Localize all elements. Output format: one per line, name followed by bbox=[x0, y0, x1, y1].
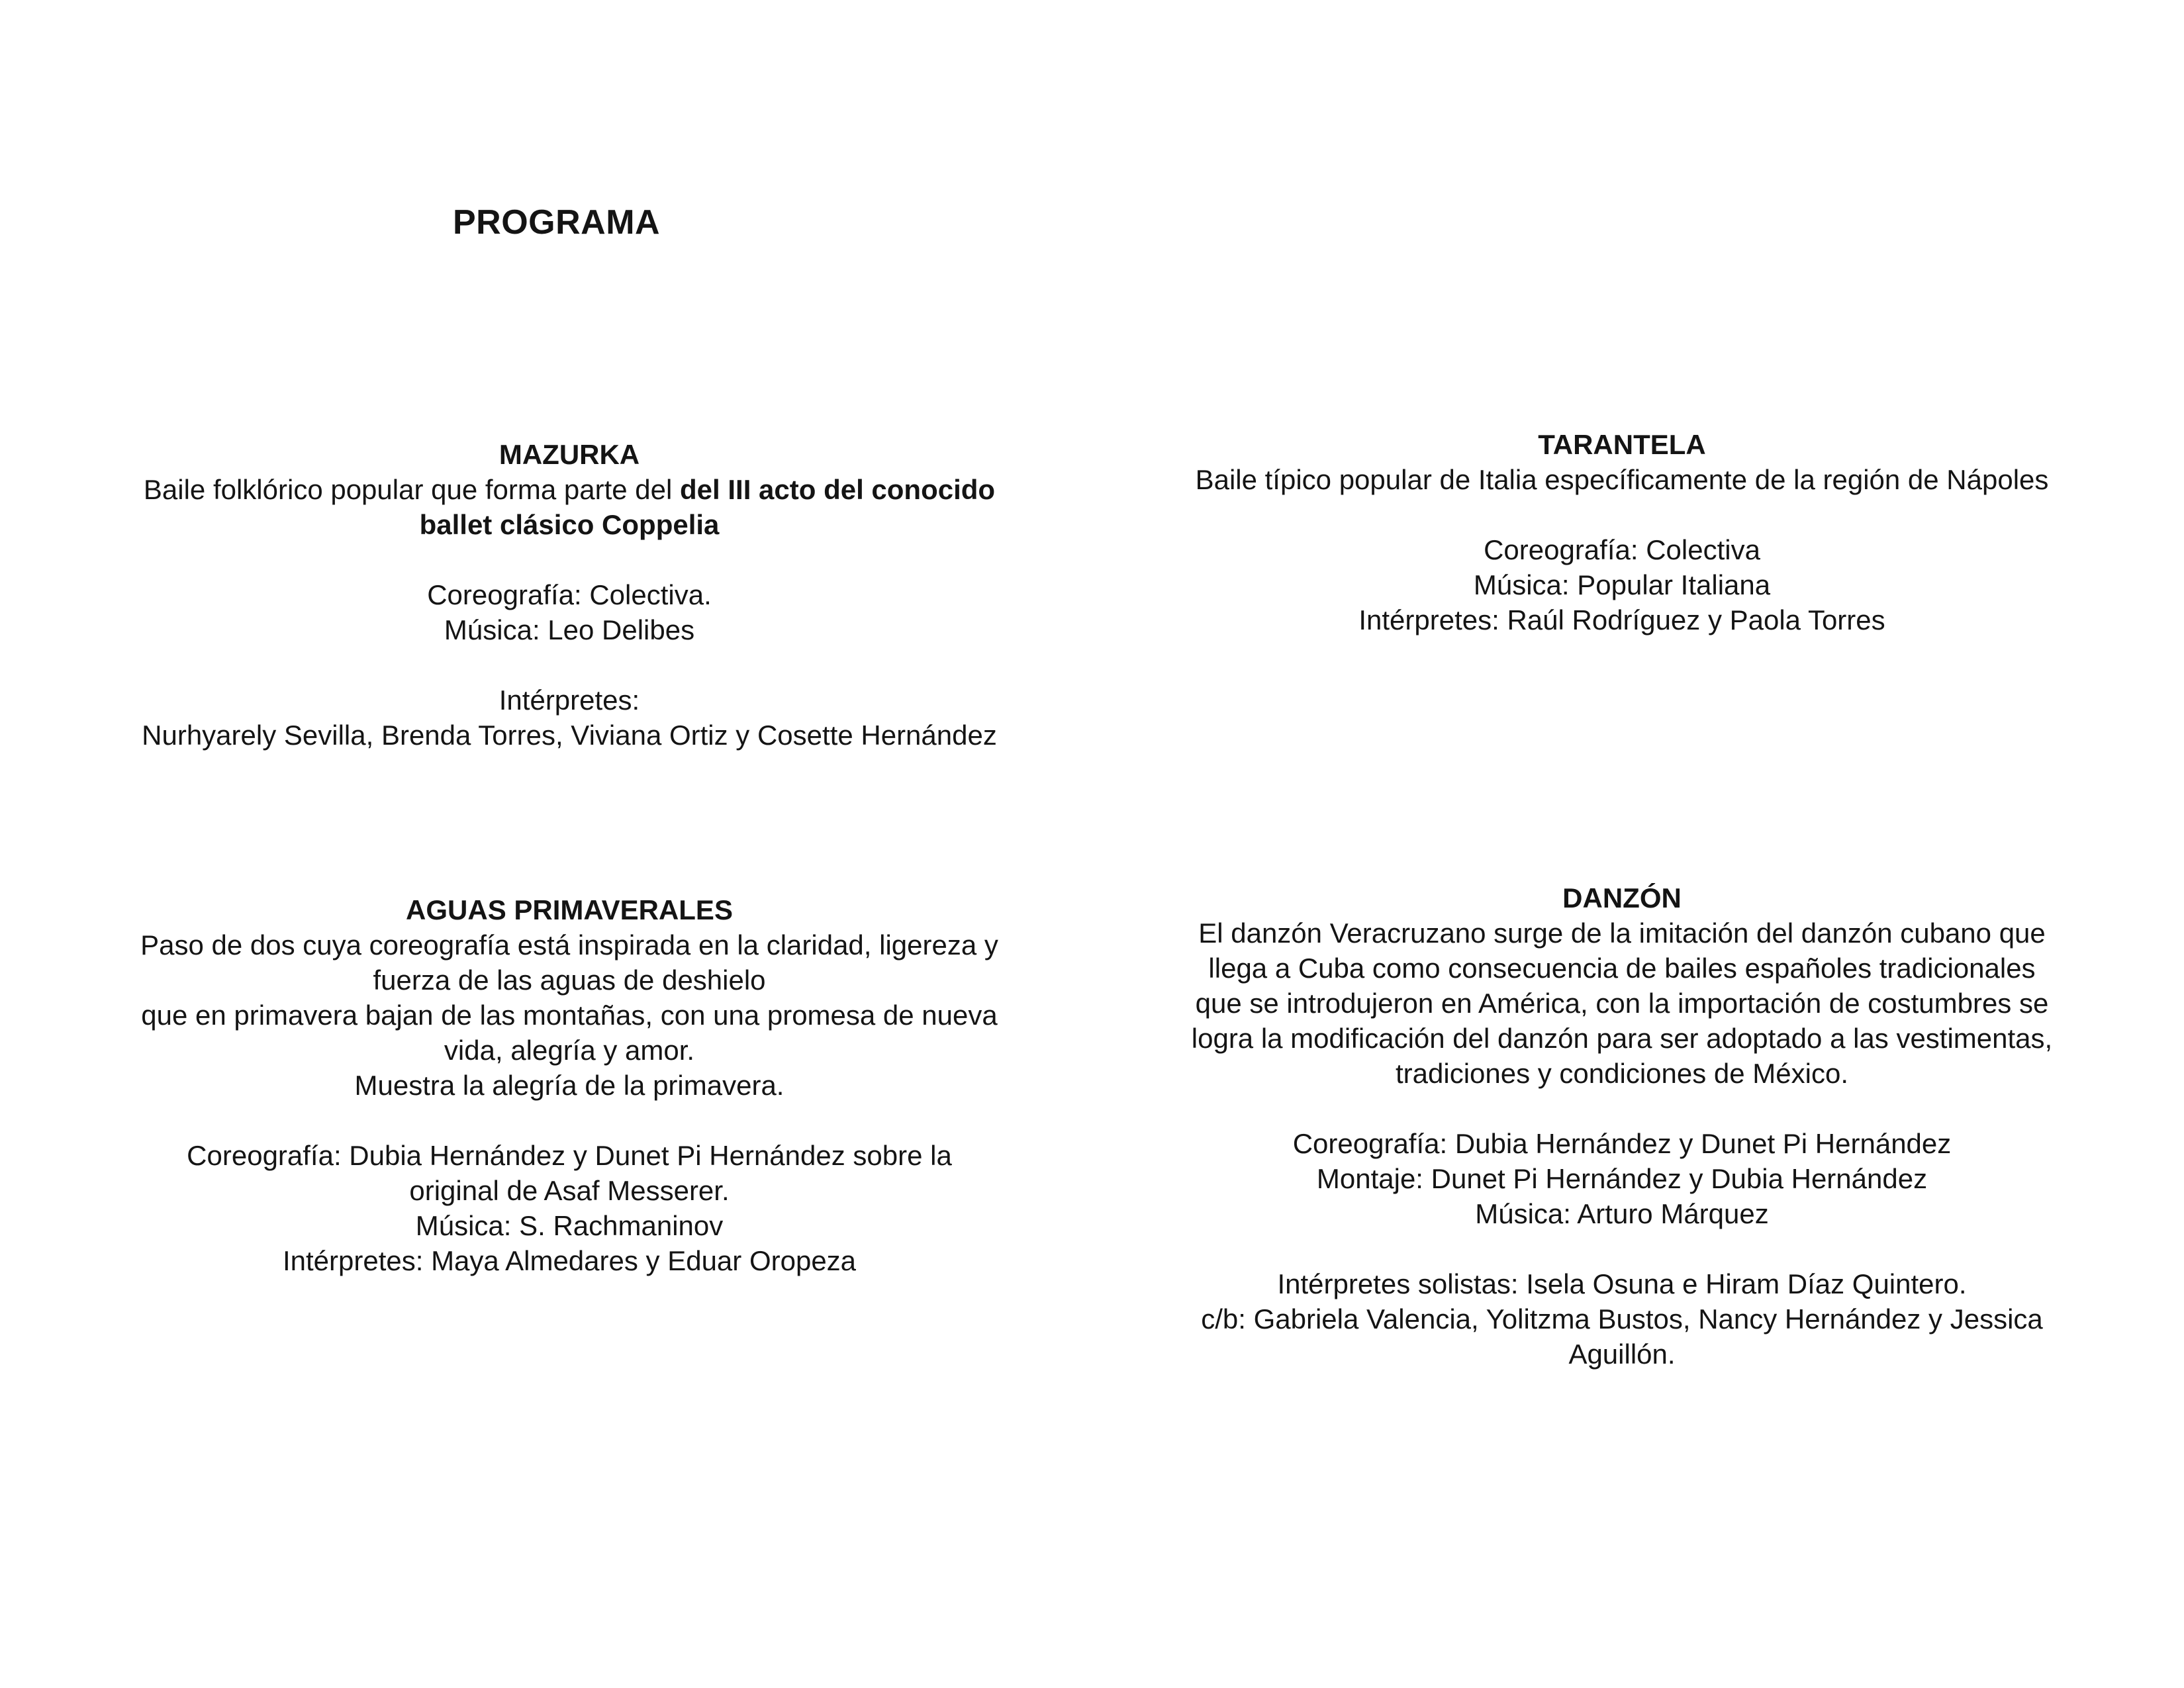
corps-de-ballet-credit: Aguillón. bbox=[1568, 1338, 1676, 1370]
spacer bbox=[66, 647, 1072, 682]
spacer bbox=[1125, 1091, 2118, 1126]
soloists-credit: Intérpretes solistas: Isela Osuna e Hiram Díaz Quintero. bbox=[1277, 1268, 1967, 1299]
section-description-line bbox=[66, 472, 1072, 507]
description-plain-text: Baile folklórico popular que forma parte del bbox=[143, 474, 681, 505]
section-mazurka bbox=[66, 437, 1072, 753]
section-danzon bbox=[1125, 880, 2118, 1372]
performers-label: Intérpretes: bbox=[499, 684, 640, 716]
section-description-line: que se introdujeron en América, con la importación de costumbres se bbox=[1195, 988, 2049, 1019]
performers-credit: Intérpretes: Raúl Rodríguez y Paola Torres bbox=[1358, 604, 1885, 635]
spacer bbox=[1125, 497, 2118, 532]
section-heading: AGUAS PRIMAVERALES bbox=[406, 894, 733, 925]
performers-credit: Intérpretes: Maya Almedares y Eduar Oropeza bbox=[282, 1245, 857, 1276]
section-description-line: Muestra la alegría de la primavera. bbox=[354, 1070, 784, 1101]
corps-de-ballet-credit: c/b: Gabriela Valencia, Yolitzma Bustos, Nancy Hernández y Jessica bbox=[1201, 1303, 2043, 1335]
section-heading: TARANTELA bbox=[1538, 429, 1706, 460]
section-description-line: llega a Cuba como consecuencia de bailes españoles tradicionales bbox=[1208, 953, 2036, 984]
section-description-line: ballet clásico Coppelia bbox=[419, 509, 720, 540]
spacer bbox=[66, 542, 1072, 577]
choreography-credit: Coreografía: Dubia Hernández y Dunet Pi Hernández bbox=[1292, 1128, 1952, 1159]
spacer bbox=[66, 1103, 1072, 1138]
section-description-line: vida, alegría y amor. bbox=[444, 1035, 695, 1066]
description-bold-text: del III acto del conocido bbox=[680, 474, 996, 505]
section-description-line: fuerza de las aguas de deshielo bbox=[373, 964, 766, 996]
section-description-line: tradiciones y condiciones de México. bbox=[1395, 1058, 1849, 1089]
music-credit: Música: S. Rachmaninov bbox=[415, 1210, 724, 1241]
section-description-line: Baile típico popular de Italia específicamente de la región de Nápoles bbox=[1195, 464, 2049, 495]
performers-list: Nurhyarely Sevilla, Brenda Torres, Viviana Ortiz y Cosette Hernández bbox=[142, 720, 997, 751]
choreography-credit: Coreografía: Colectiva. bbox=[427, 579, 712, 610]
music-credit: Música: Popular Italiana bbox=[1473, 569, 1771, 600]
choreography-credit: Coreografía: Colectiva bbox=[1484, 534, 1760, 565]
section-heading: DANZÓN bbox=[1562, 882, 1682, 914]
section-tarantela bbox=[1125, 427, 2118, 637]
section-description-line: El danzón Veracruzano surge de la imitación del danzón cubano que bbox=[1198, 917, 2046, 949]
choreography-credit: Coreografía: Dubia Hernández y Dunet Pi Hernández sobre la bbox=[187, 1140, 952, 1171]
staging-credit: Montaje: Dunet Pi Hernández y Dubia Hernández bbox=[1316, 1163, 1928, 1194]
section-description-line: que en primavera bajan de las montañas, con una promesa de nueva bbox=[141, 1000, 998, 1031]
music-credit: Música: Arturo Márquez bbox=[1475, 1198, 1769, 1229]
section-aguas-primaverales bbox=[66, 892, 1072, 1278]
section-heading: MAZURKA bbox=[499, 439, 640, 470]
page-title: PROGRAMA bbox=[453, 203, 661, 242]
section-description-line: logra la modificación del danzón para ser adoptado a las vestimentas, bbox=[1191, 1023, 2053, 1054]
choreography-credit: original de Asaf Messerer. bbox=[409, 1175, 730, 1206]
spacer bbox=[1125, 1231, 2118, 1266]
music-credit: Música: Leo Delibes bbox=[444, 614, 695, 645]
section-description-line: Paso de dos cuya coreografía está inspirada en la claridad, ligereza y bbox=[140, 929, 998, 961]
